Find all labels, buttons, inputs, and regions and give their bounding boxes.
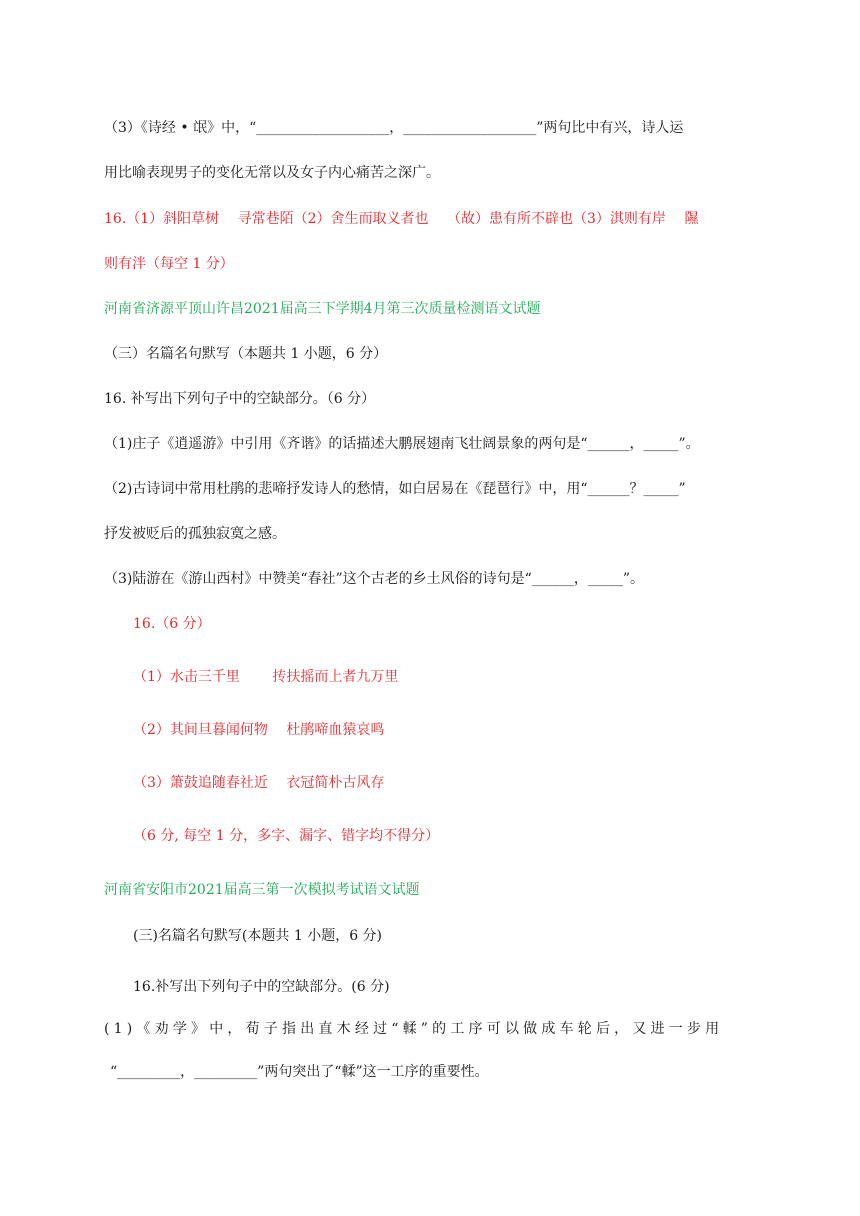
question-16-anyang-title: 16.补写出下列句子中的空缺部分。(6 分) [133,979,390,995]
question-3-line-2: 用比喻表现男子的变化无常以及女子内心痛苦之深广。 [104,165,440,181]
question-16-anyang-item-1-line-2: “_________，_________”两句突出了“輮”这一工序的重要性。 [110,1064,489,1080]
question-3-line-1: （3）《诗经 • 氓》中，“___________________，___________________”两句比中有兴，诗人运 [104,120,684,136]
section-heading-3: (三)名篇名句默写(本题共 1 小题，6 分) [133,928,383,944]
question-16-item-2-line-1: （2)古诗词中常用杜鹃的悲啼抒发诗人的愁情，如白居易在《琵琶行》中，用“______？_____” [104,481,686,497]
section-heading-2: （三）名篇名句默写（本题共 1 小题，6 分） [104,346,388,362]
question-16-item-3: （3)陆游在《游山西村》中赞美“春社”这个古老的乡土风俗的诗句是“______，_____”。 [104,571,644,587]
answer-16-title: 16.（6 分） [133,616,211,632]
answer-16-line-1: 16.（1）斜阳草树 寻常巷陌（2）舍生而取义者也 （故）患有所不辟也（3）淇则有岸 隰 [104,211,699,227]
question-16-anyang-item-1-line-1: (1)《劝学》中，荀子指出直木经过“輮”的工序可以做成车轮后，又进一步用 [104,1021,724,1037]
question-16-item-2-line-2: 抒发被贬后的孤独寂寞之感。 [104,526,286,542]
source-heading-jiyuan: 河南省济源平顶山许昌2021届高三下学期4月第三次质量检测语文试题 [104,301,541,317]
answer-16-item-2: （2）其间旦暮闻何物 杜鹃啼血猿哀鸣 [133,722,385,738]
answer-16-item-1: （1）水击三千里 抟扶摇而上者九万里 [133,669,399,685]
source-heading-anyang: 河南省安阳市2021届高三第一次模拟考试语文试题 [104,882,420,898]
answer-16-item-3: （3）箫鼓追随春社近 衣冠简朴古风存 [133,775,385,791]
question-16-item-1: （1)庄子《逍遥游》中引用《齐谐》的话描述大鹏展翅南飞壮阔景象的两句是“______，_____”。 [104,436,700,452]
answer-16-note: （6 分, 每空 1 分，多字、漏字、错字均不得分） [133,828,440,844]
answer-16-line-2: 则有泮（每空 1 分） [104,256,234,272]
question-16-title: 16. 补写出下列句子中的空缺部分。（6 分） [104,391,376,407]
